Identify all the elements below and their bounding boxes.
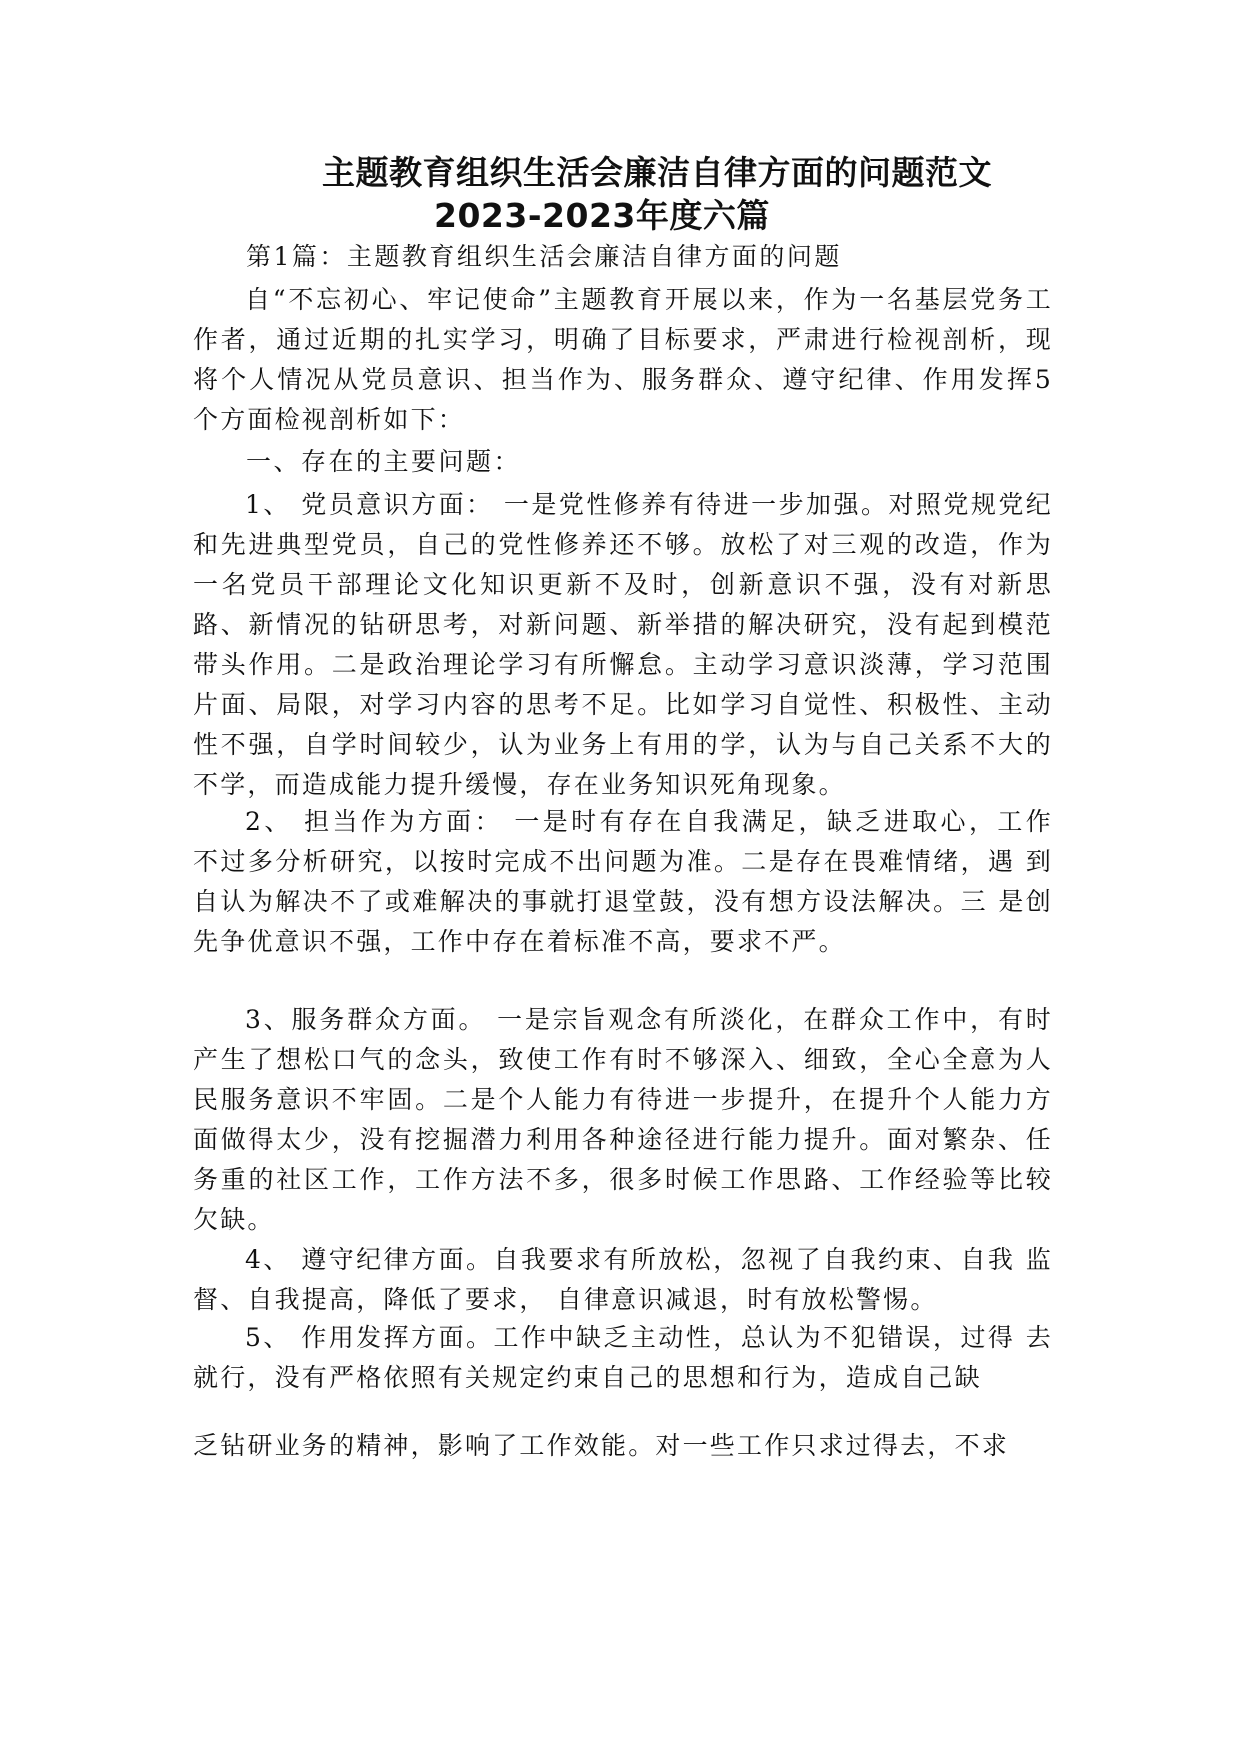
section-heading: 一、存在的主要问题：: [246, 447, 522, 476]
document-title-line2: 2023-2023年度六篇: [434, 196, 770, 235]
item-serving-masses: 3、服务群众方面。 一是宗旨观念有所淡化，在群众工作中，有时产生了想松口气的念头，致使工作有时不够深入、细致，全心全意为人民服务意识不牢固。二是个人能力有待进一步提升，在提升个人能力方面做得太少，没有挖掘潜力利用各种途径进行能力提升。面对繁杂、任务重的社区工作，工作方法不多，很多时候工作思路、工作经验等比较欠缺。: [193, 1005, 1053, 1234]
item-role-play-continued: 乏钻研业务的精神，影响了工作效能。对一些工作只求过得去，不求: [193, 1431, 1010, 1460]
document-title-line1: 主题教育组织生活会廉洁自律方面的问题范文: [322, 153, 992, 192]
item-responsibility: 2、 担当作为方面： 一是时有存在自我满足，缺乏进取心，工作 不过多分析研究，以按时完成不出问题为准。二是存在畏难情绪，遇 到自认为解决不了或难解决的事就打退堂鼓，没有想方设法解决。三 是创先争优意识不强，工作中存在着标准不高，要求不严。: [193, 807, 1053, 956]
item-discipline: 4、 遵守纪律方面。自我要求有所放松，忽视了自我约束、自我 监督、自我提高，降低了要求， 自律意识减退，时有放松警惕。: [193, 1245, 1053, 1314]
item-party-awareness: 1、 党员意识方面： 一是党性修养有待进一步加强。对照党规党纪和先进典型党员，自己的党性修养还不够。放松了对三观的改造，作为一名党员干部理论文化知识更新不及时，创新意识不强，没有对新思路、新情况的钻研思考，对新问题、新举措的解决研究，没有起到模范带头作用。二是政治理论学习有所懈怠。主动学习意识淡薄，学习范围片面、局限，对学习内容的思考不足。比如学习自觉性、积极性、主动性不强，自学时间较少，认为业务上有用的学，认为与自己关系不大的不学，而造成能力提升缓慢，存在业务知识死角现象。: [193, 490, 1053, 799]
intro-paragraph: 自“不忘初心、牢记使命”主题教育开展以来，作为一名基层党务工作者，通过近期的扎实学习，明确了目标要求，严肃进行检视剖析，现将个人情况从党员意识、担当作为、服务群众、遵守纪律、作用发挥5个方面检视剖析如下：: [193, 285, 1053, 434]
article-heading: 第1篇：主题教育组织生活会廉洁自律方面的问题: [246, 242, 842, 271]
item-role-play: 5、 作用发挥方面。工作中缺乏主动性，总认为不犯错误，过得 去就行，没有严格依照有关规定约束自己的思想和行为，造成自己缺: [193, 1323, 1053, 1392]
